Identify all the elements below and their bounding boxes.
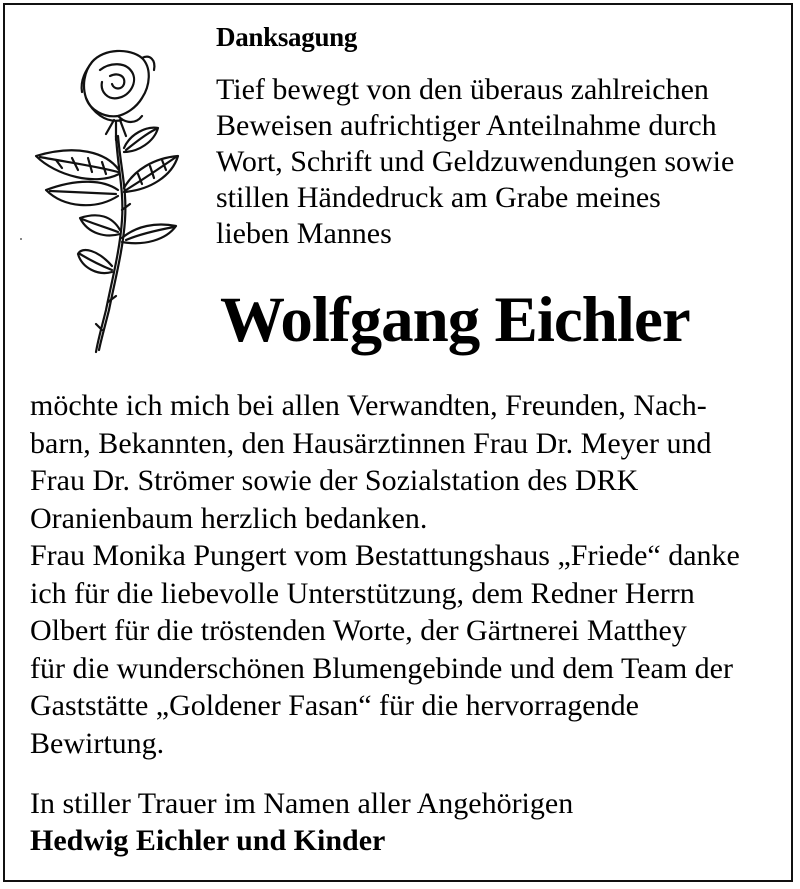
rose-icon [26, 40, 186, 360]
notice-heading: Danksagung [216, 22, 358, 52]
body-line: barn, Bekannten, den Hausärztinnen Frau Dr. Meyer und [30, 426, 712, 460]
intro-line: stillen Händedruck am Grabe meines [216, 181, 661, 214]
closing-line: In stiller Trauer im Namen aller Angehörigen [30, 787, 574, 820]
closing-block [30, 785, 780, 859]
body-line: Gaststätte „Goldener Fasan“ für die hervorragende [30, 689, 639, 722]
intro-line: Tief bewegt von den überaus zahlreichen [216, 73, 709, 106]
deceased-name: Wolfgang Eichler [220, 284, 690, 356]
body-text [30, 387, 780, 762]
speck-mark [20, 238, 22, 240]
intro-text [216, 72, 776, 252]
body-line: Frau Dr. Strömer sowie der Sozialstation des DRK [30, 464, 639, 497]
intro-line: Wort, Schrift und Geldzuwendungen sowie [216, 145, 735, 178]
body-line: ich für die liebevolle Unterstützung, dem Redner Herrn [30, 576, 695, 610]
signature: Hedwig Eichler und Kinder [30, 824, 386, 857]
intro-line: lieben Mannes [216, 217, 392, 250]
intro-line: Beweisen aufrichtiger Anteilnahme durch [216, 109, 717, 142]
body-line: möchte ich mich bei allen Verwandten, Freunden, Nach- [30, 389, 707, 422]
body-line: Bewirtung. [30, 726, 165, 760]
body-line: Oranienbaum herzlich bedanken. [30, 501, 428, 535]
body-line: Frau Monika Pungert vom Bestattungshaus „Friede“ danke [30, 539, 740, 572]
body-line: für die wunderschönen Blumengebinde und dem Team der [30, 651, 733, 685]
body-line: Olbert für die tröstenden Worte, der Gärtnerei Matthey [30, 614, 687, 647]
